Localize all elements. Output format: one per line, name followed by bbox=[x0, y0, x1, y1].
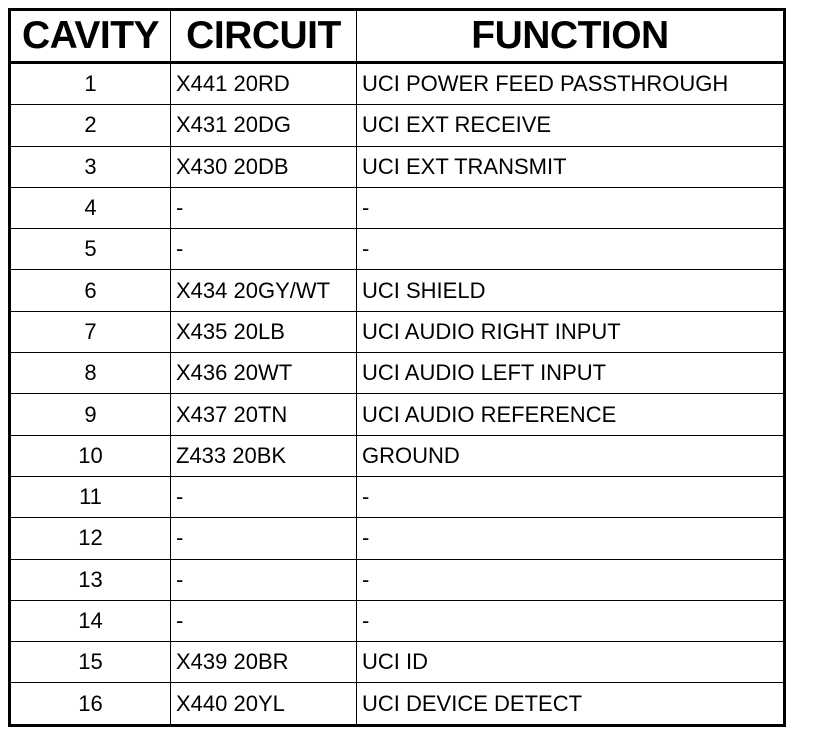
table-row bbox=[10, 683, 785, 725]
table-row bbox=[10, 187, 785, 228]
cell-function: - bbox=[357, 187, 785, 228]
cell-circuit: X434 20GY/WT bbox=[171, 270, 357, 311]
table-row bbox=[10, 518, 785, 559]
table-row bbox=[10, 642, 785, 683]
table-row bbox=[10, 146, 785, 187]
cell-function: UCI EXT TRANSMIT bbox=[357, 146, 785, 187]
cell-circuit: - bbox=[171, 518, 357, 559]
cell-circuit: - bbox=[171, 187, 357, 228]
cell-circuit: X435 20LB bbox=[171, 311, 357, 352]
cell-circuit: Z433 20BK bbox=[171, 435, 357, 476]
cell-function: UCI SHIELD bbox=[357, 270, 785, 311]
table-row bbox=[10, 63, 785, 105]
cell-function: UCI AUDIO REFERENCE bbox=[357, 394, 785, 435]
cell-cavity: 3 bbox=[10, 146, 171, 187]
cell-cavity: 1 bbox=[10, 63, 171, 105]
cell-function: UCI POWER FEED PASSTHROUGH bbox=[357, 63, 785, 105]
cell-cavity: 12 bbox=[10, 518, 171, 559]
header-cavity: CAVITY bbox=[10, 10, 171, 63]
cell-function: UCI ID bbox=[357, 642, 785, 683]
table-header bbox=[10, 10, 785, 63]
cell-function: - bbox=[357, 518, 785, 559]
cell-function: - bbox=[357, 600, 785, 641]
cell-cavity: 15 bbox=[10, 642, 171, 683]
table-row bbox=[10, 270, 785, 311]
cell-cavity: 4 bbox=[10, 187, 171, 228]
cell-cavity: 13 bbox=[10, 559, 171, 600]
cell-function: UCI AUDIO RIGHT INPUT bbox=[357, 311, 785, 352]
table-row bbox=[10, 353, 785, 394]
cell-circuit: X430 20DB bbox=[171, 146, 357, 187]
table-row bbox=[10, 229, 785, 270]
header-row bbox=[10, 10, 785, 63]
cell-circuit: X441 20RD bbox=[171, 63, 357, 105]
cell-cavity: 8 bbox=[10, 353, 171, 394]
table-row bbox=[10, 394, 785, 435]
cell-circuit: X440 20YL bbox=[171, 683, 357, 725]
cell-circuit: - bbox=[171, 229, 357, 270]
cell-cavity: 2 bbox=[10, 105, 171, 146]
cell-cavity: 10 bbox=[10, 435, 171, 476]
cell-circuit: - bbox=[171, 476, 357, 517]
table-row bbox=[10, 559, 785, 600]
cell-function: - bbox=[357, 476, 785, 517]
header-circuit: CIRCUIT bbox=[171, 10, 357, 63]
table-row bbox=[10, 600, 785, 641]
cell-cavity: 11 bbox=[10, 476, 171, 517]
table-row bbox=[10, 311, 785, 352]
table-row bbox=[10, 105, 785, 146]
table-row bbox=[10, 476, 785, 517]
cell-function: UCI DEVICE DETECT bbox=[357, 683, 785, 725]
header-function: FUNCTION bbox=[357, 10, 785, 63]
cell-cavity: 16 bbox=[10, 683, 171, 725]
cell-cavity: 14 bbox=[10, 600, 171, 641]
cell-function: - bbox=[357, 559, 785, 600]
cell-circuit: X439 20BR bbox=[171, 642, 357, 683]
cell-circuit: X431 20DG bbox=[171, 105, 357, 146]
cell-cavity: 5 bbox=[10, 229, 171, 270]
cell-cavity: 9 bbox=[10, 394, 171, 435]
table-body bbox=[10, 63, 785, 726]
connector-pinout-table bbox=[8, 8, 786, 727]
cell-function: GROUND bbox=[357, 435, 785, 476]
cell-function: - bbox=[357, 229, 785, 270]
cell-circuit: - bbox=[171, 559, 357, 600]
cell-circuit: X437 20TN bbox=[171, 394, 357, 435]
cell-cavity: 7 bbox=[10, 311, 171, 352]
table-row bbox=[10, 435, 785, 476]
cell-function: UCI EXT RECEIVE bbox=[357, 105, 785, 146]
cell-cavity: 6 bbox=[10, 270, 171, 311]
cell-circuit: X436 20WT bbox=[171, 353, 357, 394]
cell-function: UCI AUDIO LEFT INPUT bbox=[357, 353, 785, 394]
cell-circuit: - bbox=[171, 600, 357, 641]
